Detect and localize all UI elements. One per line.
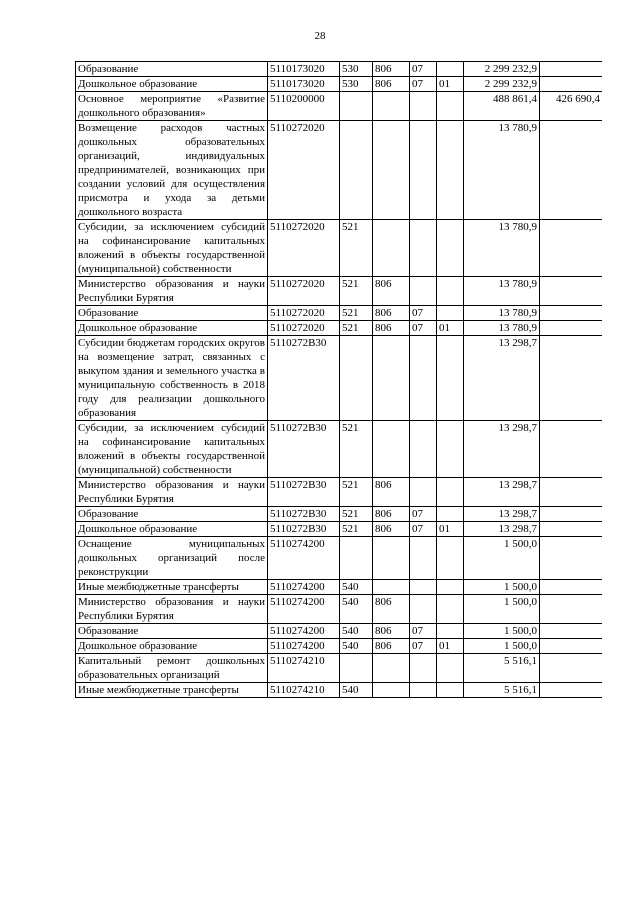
row-sum2-cell: 426 690,4 (540, 92, 603, 121)
row-sum2-cell (540, 595, 603, 624)
row-code-cell: 5110272020 (268, 121, 340, 220)
row-name-cell: Образование (76, 306, 268, 321)
row-section-cell (410, 277, 437, 306)
row-subsection-cell (437, 92, 464, 121)
row-code-cell: 5110272В30 (268, 507, 340, 522)
row-code-cell: 5110200000 (268, 92, 340, 121)
table-row (76, 321, 603, 336)
row-section-cell: 07 (410, 507, 437, 522)
row-expense-type-cell: 530 (340, 62, 373, 77)
row-subsection-cell (437, 580, 464, 595)
row-name-cell: Министерство образования и науки Республики Бурятия (76, 478, 268, 507)
row-sum1-cell: 1 500,0 (464, 580, 540, 595)
row-department-cell (373, 92, 410, 121)
row-sum2-cell (540, 580, 603, 595)
row-section-cell (410, 595, 437, 624)
row-sum1-cell: 2 299 232,9 (464, 77, 540, 92)
row-section-cell (410, 654, 437, 683)
row-sum1-cell: 1 500,0 (464, 624, 540, 639)
row-code-cell: 5110274200 (268, 537, 340, 580)
row-department-cell (373, 580, 410, 595)
table-row (76, 336, 603, 421)
row-sum2-cell (540, 62, 603, 77)
row-section-cell (410, 683, 437, 698)
row-subsection-cell (437, 595, 464, 624)
row-expense-type-cell: 540 (340, 624, 373, 639)
row-sum2-cell (540, 421, 603, 478)
row-name-cell: Образование (76, 507, 268, 522)
row-subsection-cell: 01 (437, 77, 464, 92)
row-subsection-cell (437, 537, 464, 580)
row-sum2-cell (540, 624, 603, 639)
row-expense-type-cell (340, 336, 373, 421)
row-section-cell: 07 (410, 77, 437, 92)
row-sum2-cell (540, 683, 603, 698)
row-expense-type-cell: 540 (340, 683, 373, 698)
table-row (76, 421, 603, 478)
row-expense-type-cell: 540 (340, 580, 373, 595)
row-section-cell: 07 (410, 306, 437, 321)
row-section-cell (410, 220, 437, 277)
row-department-cell (373, 654, 410, 683)
table-row (76, 654, 603, 683)
row-code-cell: 5110272В30 (268, 478, 340, 507)
row-department-cell: 806 (373, 77, 410, 92)
row-subsection-cell (437, 507, 464, 522)
row-department-cell: 806 (373, 62, 410, 77)
row-code-cell: 5110173020 (268, 77, 340, 92)
row-code-cell: 5110274200 (268, 580, 340, 595)
table-row (76, 77, 603, 92)
row-code-cell: 5110272020 (268, 321, 340, 336)
row-department-cell (373, 336, 410, 421)
table-row (76, 121, 603, 220)
row-expense-type-cell: 521 (340, 478, 373, 507)
row-section-cell: 07 (410, 522, 437, 537)
row-name-cell: Капитальный ремонт дошкольных образовательных организаций (76, 654, 268, 683)
row-sum1-cell: 13 780,9 (464, 321, 540, 336)
row-department-cell: 806 (373, 478, 410, 507)
row-section-cell (410, 336, 437, 421)
row-department-cell (373, 121, 410, 220)
row-department-cell (373, 537, 410, 580)
row-subsection-cell (437, 277, 464, 306)
row-expense-type-cell: 521 (340, 306, 373, 321)
row-sum2-cell (540, 220, 603, 277)
row-section-cell (410, 478, 437, 507)
row-name-cell: Оснащение муниципальных дошкольных организаций после реконструкции (76, 537, 268, 580)
row-expense-type-cell (340, 654, 373, 683)
row-section-cell (410, 580, 437, 595)
row-sum1-cell: 13 780,9 (464, 277, 540, 306)
row-expense-type-cell: 521 (340, 421, 373, 478)
row-sum2-cell (540, 321, 603, 336)
row-department-cell: 806 (373, 321, 410, 336)
row-subsection-cell (437, 336, 464, 421)
row-subsection-cell (437, 478, 464, 507)
row-department-cell: 806 (373, 522, 410, 537)
row-sum1-cell: 1 500,0 (464, 537, 540, 580)
row-expense-type-cell: 530 (340, 77, 373, 92)
row-subsection-cell (437, 421, 464, 478)
table-row (76, 507, 603, 522)
row-sum2-cell (540, 121, 603, 220)
row-department-cell: 806 (373, 306, 410, 321)
row-name-cell: Дошкольное образование (76, 77, 268, 92)
row-sum2-cell (540, 77, 603, 92)
table-row (76, 595, 603, 624)
row-sum1-cell: 13 298,7 (464, 421, 540, 478)
row-name-cell: Субсидии, за исключением субсидий на софинансирование капитальных вложений в объекты государственной (муниципальной) собственности (76, 421, 268, 478)
row-code-cell: 5110274200 (268, 595, 340, 624)
row-department-cell: 806 (373, 277, 410, 306)
row-expense-type-cell: 540 (340, 639, 373, 654)
row-name-cell: Субсидии бюджетам городских округов на возмещение затрат, связанных с выкупом здания и земельного участка в муниципальную собственность в 2018 году для реализации дошкольного образования (76, 336, 268, 421)
row-section-cell (410, 92, 437, 121)
row-section-cell: 07 (410, 624, 437, 639)
row-sum2-cell (540, 522, 603, 537)
row-code-cell: 5110274210 (268, 654, 340, 683)
row-section-cell: 07 (410, 639, 437, 654)
row-code-cell: 5110272В30 (268, 421, 340, 478)
row-name-cell: Иные межбюджетные трансферты (76, 683, 268, 698)
row-sum1-cell: 1 500,0 (464, 595, 540, 624)
row-sum1-cell: 2 299 232,9 (464, 62, 540, 77)
row-code-cell: 5110272В30 (268, 336, 340, 421)
table-row (76, 220, 603, 277)
row-sum1-cell: 488 861,4 (464, 92, 540, 121)
row-sum2-cell (540, 654, 603, 683)
row-sum2-cell (540, 478, 603, 507)
row-sum2-cell (540, 507, 603, 522)
row-department-cell (373, 220, 410, 277)
row-subsection-cell (437, 306, 464, 321)
table-row (76, 306, 603, 321)
row-sum1-cell: 13 298,7 (464, 478, 540, 507)
row-expense-type-cell: 521 (340, 321, 373, 336)
row-department-cell: 806 (373, 507, 410, 522)
row-name-cell: Дошкольное образование (76, 522, 268, 537)
row-department-cell: 806 (373, 624, 410, 639)
table-row (76, 277, 603, 306)
row-section-cell: 07 (410, 321, 437, 336)
row-sum2-cell (540, 336, 603, 421)
row-code-cell: 5110272020 (268, 306, 340, 321)
row-name-cell: Образование (76, 62, 268, 77)
row-code-cell: 5110274210 (268, 683, 340, 698)
row-code-cell: 5110272В30 (268, 522, 340, 537)
row-name-cell: Министерство образования и науки Республики Бурятия (76, 595, 268, 624)
row-code-cell: 5110272020 (268, 220, 340, 277)
row-expense-type-cell (340, 537, 373, 580)
row-expense-type-cell (340, 92, 373, 121)
table-row (76, 624, 603, 639)
row-sum1-cell: 5 516,1 (464, 654, 540, 683)
row-section-cell (410, 421, 437, 478)
row-sum2-cell (540, 306, 603, 321)
table-row (76, 522, 603, 537)
row-name-cell: Субсидии, за исключением субсидий на софинансирование капитальных вложений в объекты государственной (муниципальной) собственности (76, 220, 268, 277)
row-subsection-cell (437, 624, 464, 639)
row-sum2-cell (540, 537, 603, 580)
row-section-cell (410, 537, 437, 580)
page-number: 28 (314, 30, 326, 42)
row-section-cell (410, 121, 437, 220)
row-name-cell: Министерство образования и науки Республики Бурятия (76, 277, 268, 306)
table-row (76, 478, 603, 507)
row-subsection-cell (437, 121, 464, 220)
row-expense-type-cell: 521 (340, 522, 373, 537)
row-sum1-cell: 13 298,7 (464, 507, 540, 522)
row-department-cell (373, 683, 410, 698)
row-expense-type-cell (340, 121, 373, 220)
row-subsection-cell: 01 (437, 639, 464, 654)
row-code-cell: 5110274200 (268, 624, 340, 639)
row-name-cell: Основное мероприятие «Развитие дошкольного образования» (76, 92, 268, 121)
row-name-cell: Иные межбюджетные трансферты (76, 580, 268, 595)
row-expense-type-cell: 540 (340, 595, 373, 624)
row-sum1-cell: 13 780,9 (464, 220, 540, 277)
row-department-cell (373, 421, 410, 478)
row-sum2-cell (540, 277, 603, 306)
row-name-cell: Возмещение расходов частных дошкольных образовательных организаций, индивидуальных предпринимателей, возникающих при создании условий для осуществления присмотра и ухода за детьми дошкольного возраста (76, 121, 268, 220)
row-expense-type-cell: 521 (340, 277, 373, 306)
row-sum1-cell: 13 298,7 (464, 336, 540, 421)
row-name-cell: Дошкольное образование (76, 639, 268, 654)
table-row (76, 92, 603, 121)
row-code-cell: 5110272020 (268, 277, 340, 306)
row-subsection-cell: 01 (437, 321, 464, 336)
row-expense-type-cell: 521 (340, 220, 373, 277)
row-department-cell: 806 (373, 595, 410, 624)
table-row (76, 580, 603, 595)
table-row (76, 639, 603, 654)
row-subsection-cell (437, 220, 464, 277)
row-department-cell: 806 (373, 639, 410, 654)
budget-table (75, 61, 602, 698)
budget-table-body (76, 62, 603, 698)
row-subsection-cell (437, 683, 464, 698)
row-code-cell: 5110173020 (268, 62, 340, 77)
table-row (76, 683, 603, 698)
table-row (76, 62, 603, 77)
row-sum2-cell (540, 639, 603, 654)
row-expense-type-cell: 521 (340, 507, 373, 522)
row-sum1-cell: 13 780,9 (464, 306, 540, 321)
row-name-cell: Образование (76, 624, 268, 639)
row-subsection-cell: 01 (437, 522, 464, 537)
row-sum1-cell: 5 516,1 (464, 683, 540, 698)
row-subsection-cell (437, 62, 464, 77)
row-sum1-cell: 13 780,9 (464, 121, 540, 220)
row-name-cell: Дошкольное образование (76, 321, 268, 336)
table-row (76, 537, 603, 580)
row-code-cell: 5110274200 (268, 639, 340, 654)
row-subsection-cell (437, 654, 464, 683)
row-section-cell: 07 (410, 62, 437, 77)
row-sum1-cell: 13 298,7 (464, 522, 540, 537)
row-sum1-cell: 1 500,0 (464, 639, 540, 654)
